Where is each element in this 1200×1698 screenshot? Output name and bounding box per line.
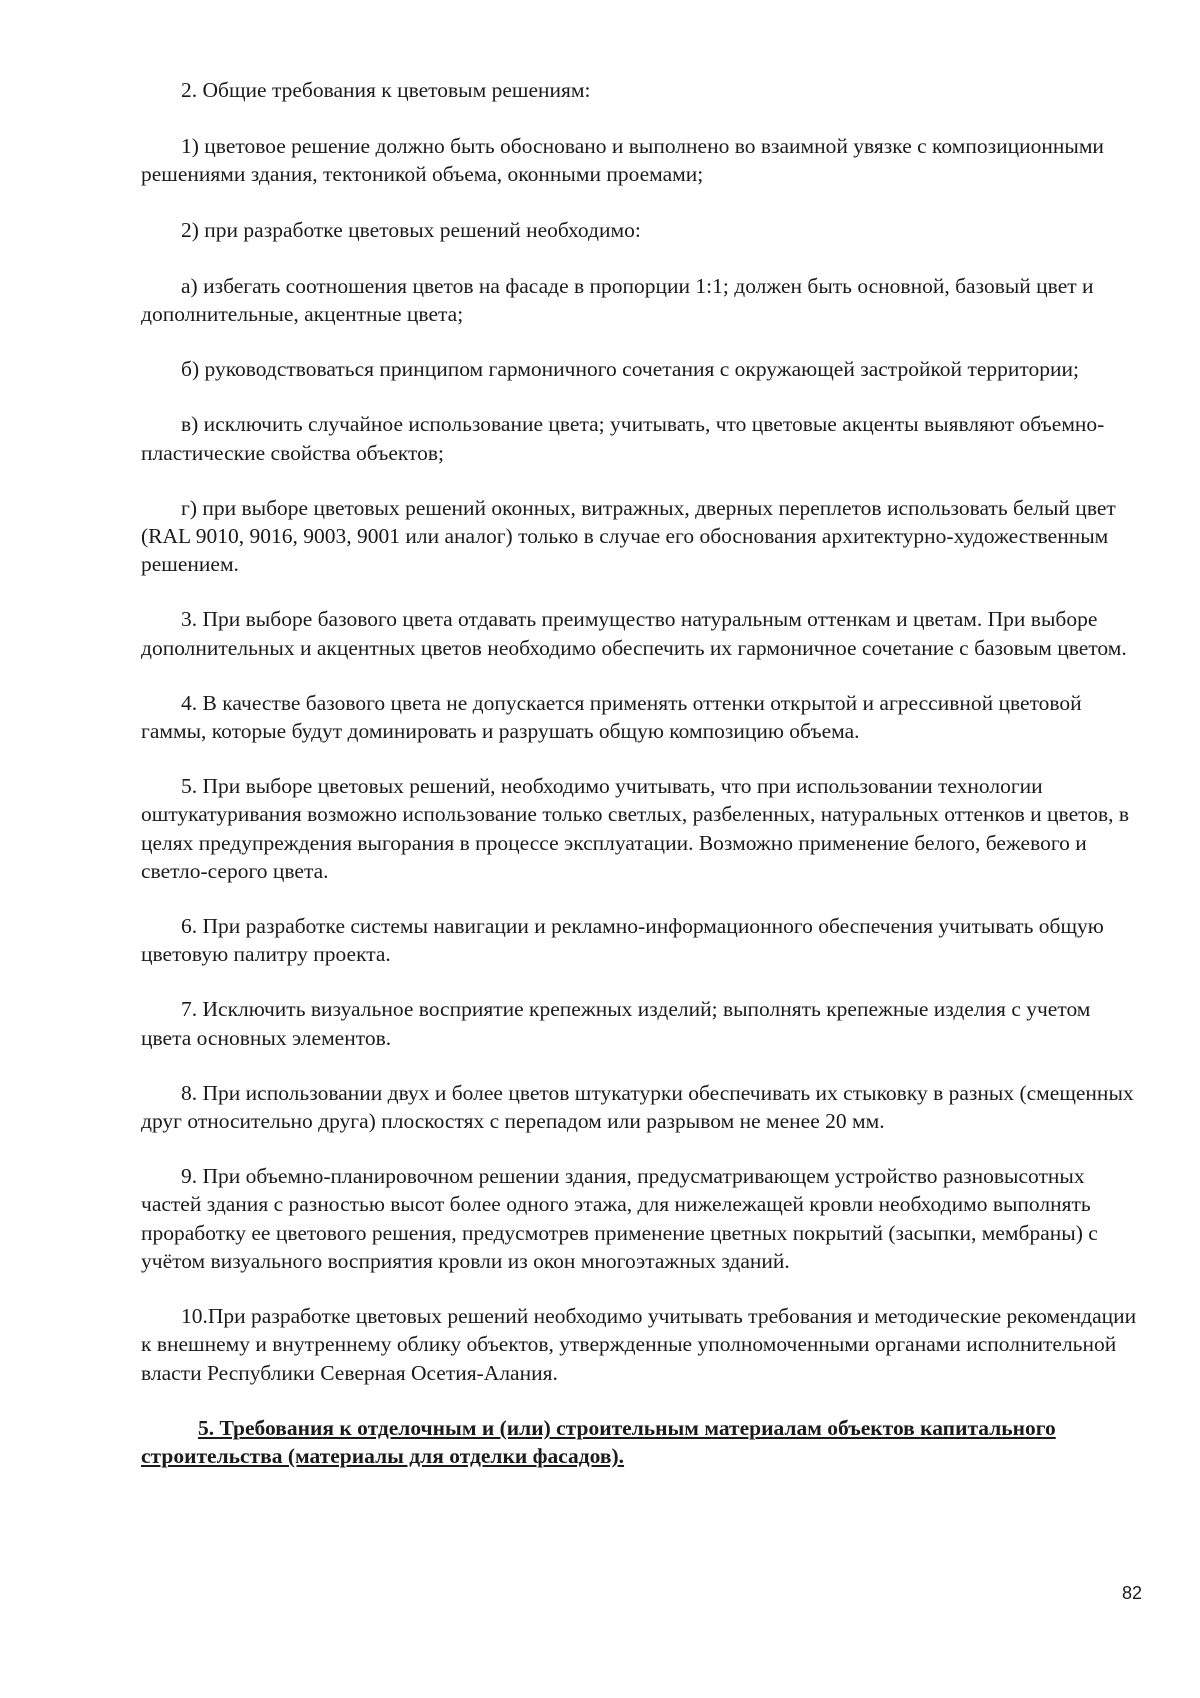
paragraph-item-b: б) руководствоваться принципом гармоничного сочетания с окружающей застройкой территории; [181, 357, 1079, 382]
paragraph-item-a: а) избегать соотношения цветов на фасаде в пропорции 1:1; должен быть основной, базовый цвет и дополнительные, акцентные цвета; [141, 273, 1094, 327]
paragraph-item-1: 1) цветовое решение должно быть обосновано и выполнено во взаимной увязке с композиционными решениями здания, тектоникой объема, оконными проемами; [141, 134, 1104, 187]
page-number: 82 [1121, 1583, 1142, 1603]
paragraph-point-6: 6. При разработке системы навигации и рекламно-информационного обеспечения учитывать общую цветовую палитру проекта. [141, 914, 1104, 967]
paragraph-point-8: 8. При использовании двух и более цветов штукатурки обеспечивать их стыковку в разных (смещенных друг относительно друга) плоскостях с перепадом или разрывом не менее 20 мм. [141, 1080, 1134, 1134]
section-5-heading: 5. Требования к отделочным и (или) строительным материалам объектов капитального строительства (материалы для отделки фасадов). [141, 1415, 1056, 1468]
paragraph-point-7: 7. Исключить визуальное восприятие крепежных изделий; выполнять крепежные изделия с учетом цвета основных элементов. [141, 997, 1091, 1050]
paragraph-point-3: 3. При выборе базового цвета отдавать преимущество натуральным оттенкам и цветам. При выборе дополнительных и акцентных цветов необходимо обеспечить их гармоничное сочетание с базовым цветом. [141, 607, 1127, 660]
document-body [141, 76, 1138, 1470]
paragraph-point-5: 5. При выборе цветовых решений, необходимо учитывать, что при использовании технологии оштукатуривания возможно использование только светлых, разбеленных, натуральных оттенков и цветов, в целях предупреждения выгорания в процессе эксплуатации. Возможно применение белого, бежевого и светло-серого цвета. [141, 774, 1130, 883]
paragraph-point-10: 10.При разработке цветовых решений необходимо учитывать требования и методические рекомендации к внешнему и внутреннему облику объектов, утвержденные уполномоченными органами исполнительной власти Республики Северная Осетия-Алания. [141, 1304, 1137, 1385]
paragraph-item-2: 2) при разработке цветовых решений необходимо: [181, 217, 641, 242]
paragraph-item-g: г) при выборе цветовых решений оконных, витражных, дверных переплетов использовать белый цвет (RAL 9010, 9016, 9003, 9001 или аналог) только в случае его обоснования архитектурно-художественным решением. [141, 495, 1116, 577]
paragraph-point-4: 4. В качестве базового цвета не допускается применять оттенки открытой и агрессивной цветовой гаммы, которые будут доминировать и разрушать общую композицию объема. [141, 690, 1082, 744]
paragraph-point-9: 9. При объемно-планировочном решении здания, предусматривающем устройство разновысотных частей здания с разностью высот более одного этажа, для нижележащей кровли необходимо выполнять проработку ее цветового решения, предусмотрев применение цветных покрытий (засыпки, мембраны) с учётом визуального восприятия кровли из окон многоэтажных зданий. [141, 1164, 1098, 1273]
paragraph-item-v: в) исключить случайное использование цвета; учитывать, что цветовые акценты выявляют объемно-пластические свойства объектов; [141, 412, 1105, 465]
paragraph-section-2-title: 2. Общие требования к цветовым решениям: [181, 78, 591, 102]
